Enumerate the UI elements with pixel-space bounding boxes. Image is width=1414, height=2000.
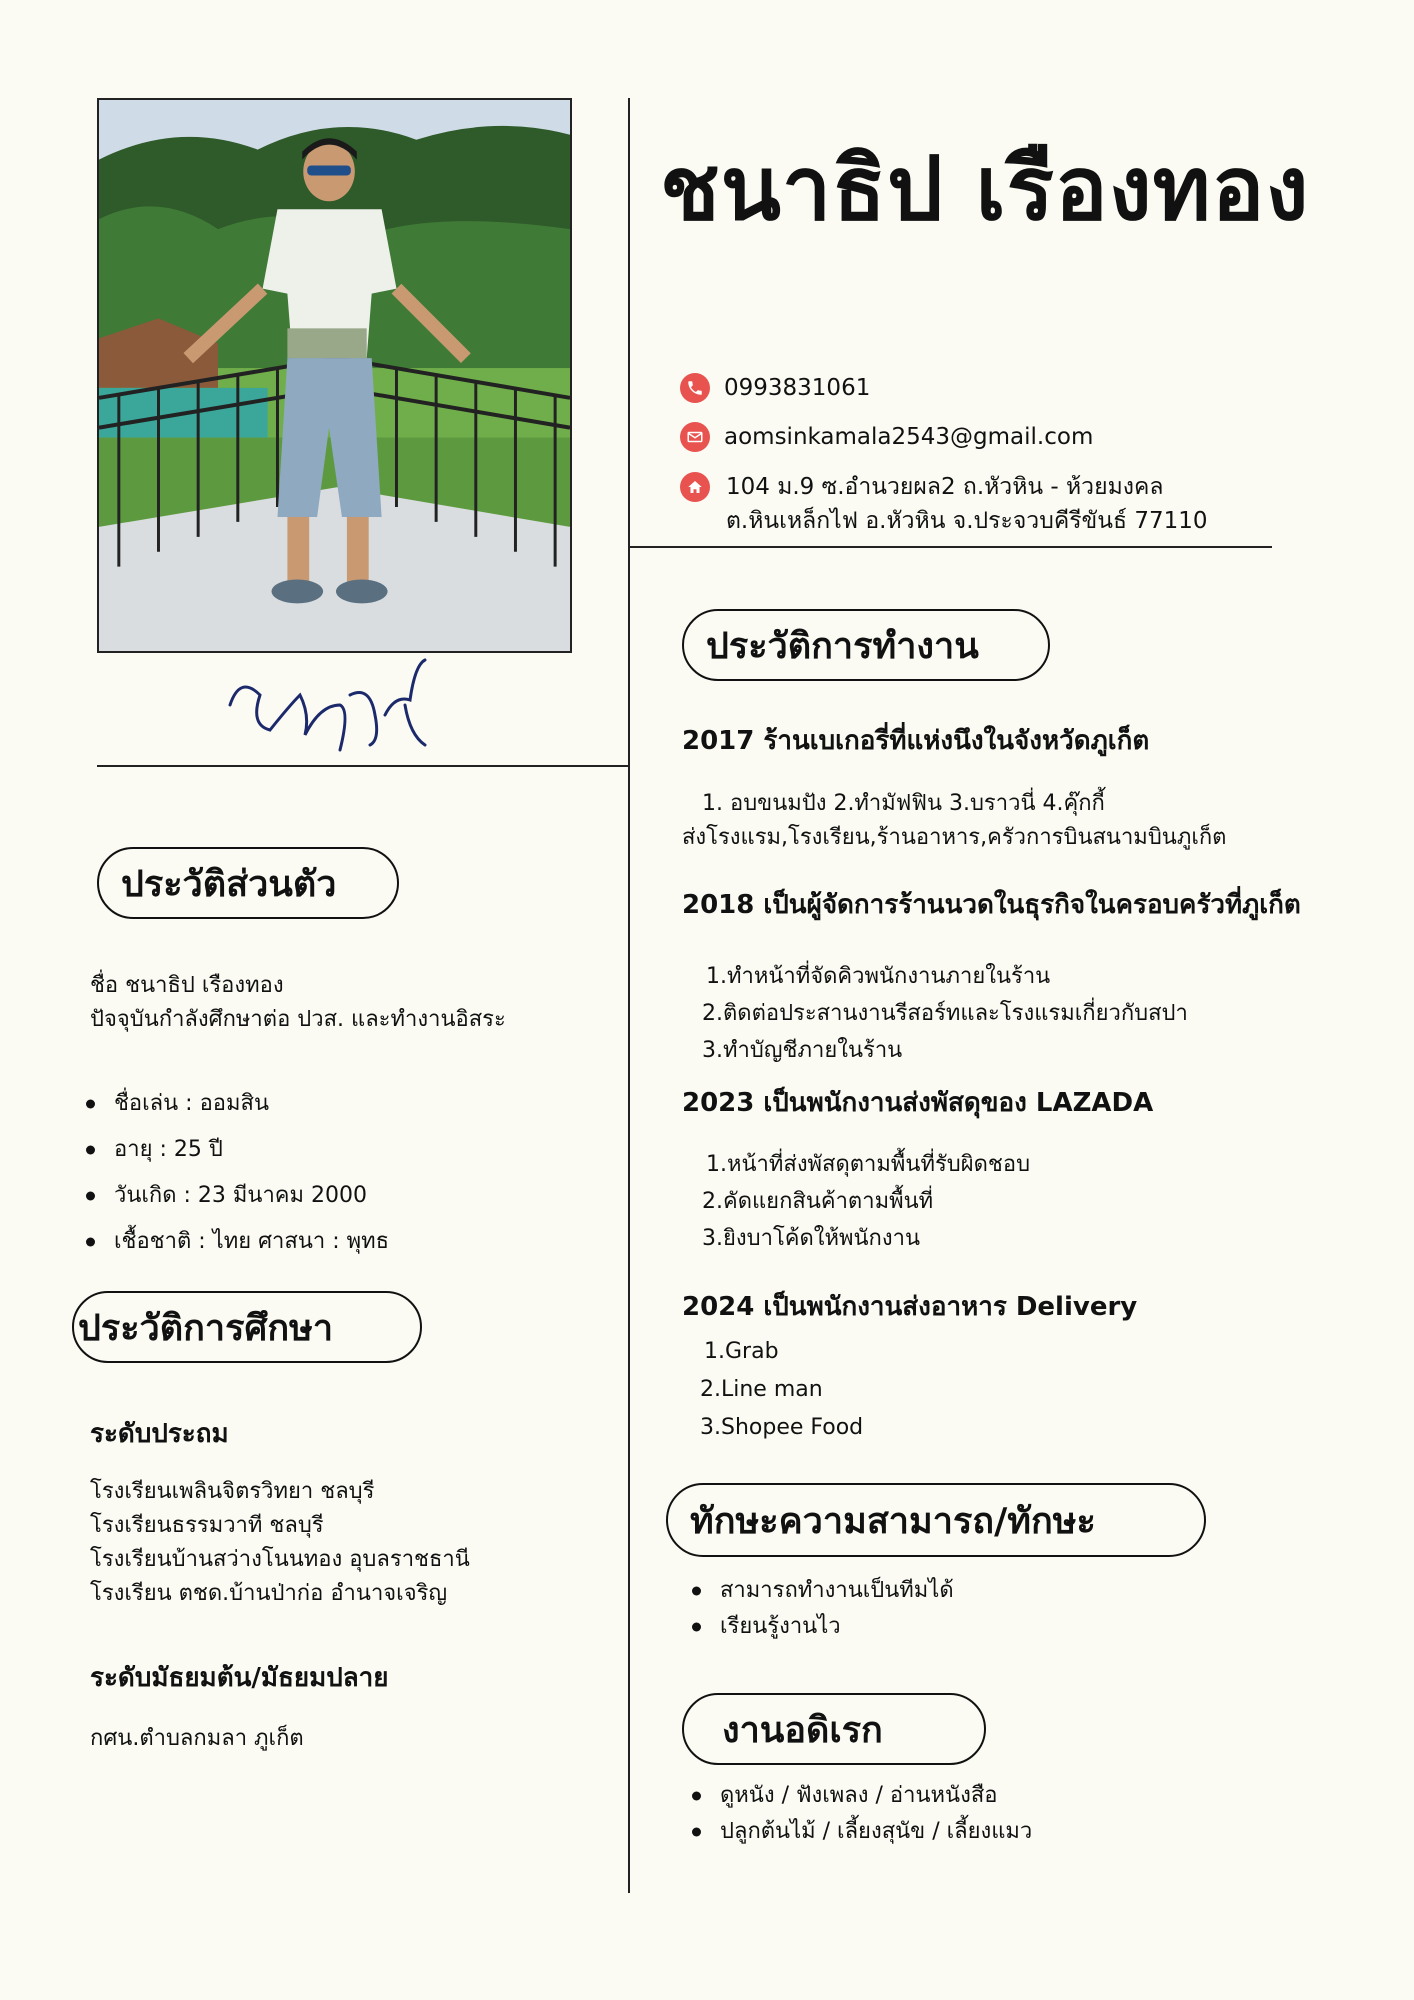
- job-details: [700, 1333, 863, 1447]
- job-title: 2023 เป็นพนักงานส่งพัสดุของ LAZADA: [682, 1088, 1154, 1118]
- signature: [210, 655, 450, 765]
- list-item: ดูหนัง / ฟังเพลง / อ่านหนังสือ: [692, 1778, 1032, 1814]
- contact-phone: [680, 373, 870, 405]
- job-line: 3.ยิงบาโค้ดให้พนักงาน: [702, 1226, 921, 1251]
- job-line: 2.Line man: [700, 1377, 823, 1402]
- job-title: 2017 ร้านเบเกอรี่ที่แห่งนึงในจังหวัดภูเก็ต: [682, 726, 1150, 756]
- education-heading: ประวัติการศึกษา: [72, 1291, 422, 1363]
- email-icon: [680, 422, 710, 452]
- skills-list: [692, 1573, 954, 1645]
- personal-summary: [90, 969, 506, 1037]
- job-line: 3.ทำบัญชีภายในร้าน: [702, 1038, 903, 1063]
- job-details: [702, 958, 1188, 1069]
- contact-address: [680, 472, 1208, 538]
- job-line: 1.Grab: [704, 1339, 779, 1364]
- personal-line-2: ปัจจุบันกำลังศึกษาต่อ ปวส. และทำงานอิสระ: [90, 1007, 506, 1032]
- list-item: โรงเรียนเพลินจิตรวิทยา ชลบุรี: [90, 1479, 375, 1504]
- skills-heading: ทักษะความสามารถ/ทักษะ: [666, 1483, 1206, 1557]
- list-item: อายุ : 25 ปี: [86, 1127, 389, 1173]
- job-line: ส่งโรงแรม,โรงเรียน,ร้านอาหาร,ครัวการบินสนามบินภูเก็ต: [682, 825, 1227, 850]
- list-item: เชื้อชาติ : ไทย ศาสนา : พุทธ: [86, 1219, 389, 1265]
- list-item: เรียนรู้งานไว: [692, 1609, 954, 1645]
- primary-schools: [90, 1475, 470, 1611]
- job-title: 2024 เป็นพนักงานส่งอาหาร Delivery: [682, 1292, 1138, 1322]
- email-address[interactable]: aomsinkamala2543@gmail.com: [724, 424, 1094, 450]
- contact-email: [680, 422, 1093, 454]
- secondary-school: กศน.ตำบลกมลา ภูเก็ต: [90, 1726, 304, 1751]
- job-line: 2.ติดต่อประสานงานรีสอร์ทและโรงแรมเกี่ยวกับสปา: [702, 1001, 1188, 1026]
- primary-level-title: ระดับประถม: [90, 1419, 229, 1449]
- profile-photo: [97, 98, 572, 653]
- job-line: 1. อบขนมปัง 2.ทำมัฟฟิน 3.บราวนี่ 4.คุ๊กกี้: [702, 791, 1105, 816]
- right-divider: [628, 546, 1272, 548]
- left-divider: [97, 765, 628, 767]
- secondary-level-title: ระดับมัธยมต้น/มัธยมปลาย: [90, 1663, 389, 1693]
- job-line: 1.ทำหน้าที่จัดคิวพนักงานภายในร้าน: [706, 964, 1051, 989]
- hobbies-heading: งานอดิเรก: [682, 1693, 986, 1765]
- list-item: โรงเรียนธรรมวาที ชลบุรี: [90, 1513, 324, 1538]
- address-line-2: ต.หินเหล็กไฟ อ.หัวหิน จ.ประจวบคีรีขันธ์ 77110: [726, 508, 1208, 534]
- phone-icon: [680, 373, 710, 403]
- list-item: วันเกิด : 23 มีนาคม 2000: [86, 1173, 389, 1219]
- personal-details: [86, 1081, 389, 1265]
- personal-heading: ประวัติส่วนตัว: [97, 847, 399, 919]
- job-details: [702, 1146, 1030, 1257]
- personal-line-1: ชื่อ ชนาธิป เรืองทอง: [90, 973, 284, 998]
- job-details: [682, 787, 1226, 855]
- vertical-divider: [628, 98, 630, 1893]
- job-title: 2018 เป็นผู้จัดการร้านนวดในธุรกิจในครอบครัวที่ภูเก็ต: [682, 890, 1301, 920]
- list-item: ปลูกต้นไม้ / เลี้ยงสุนัข / เลี้ยงแมว: [692, 1814, 1032, 1850]
- list-item: สามารถทำงานเป็นทีมได้: [692, 1573, 954, 1609]
- work-heading: ประวัติการทำงาน: [682, 609, 1050, 681]
- job-line: 1.หน้าที่ส่งพัสดุตามพื้นที่รับผิดชอบ: [706, 1152, 1031, 1177]
- address-line-1: 104 ม.9 ซ.อำนวยผล2 ถ.หัวหิน - ห้วยมงคล: [726, 474, 1164, 500]
- job-line: 2.คัดแยกสินค้าตามพื้นที่: [702, 1189, 934, 1214]
- list-item: โรงเรียน ตชด.บ้านป่าก่อ อำนาจเจริญ: [90, 1581, 448, 1606]
- full-name: ชนาธิป เรืองทอง: [660, 137, 1310, 240]
- list-item: ชื่อเล่น : ออมสิน: [86, 1081, 389, 1127]
- phone-number[interactable]: 0993831061: [724, 375, 871, 401]
- hobbies-list: [692, 1778, 1032, 1850]
- home-icon: [680, 472, 710, 502]
- list-item: โรงเรียนบ้านสว่างโนนทอง อุบลราชธานี: [90, 1547, 470, 1572]
- job-line: 3.Shopee Food: [700, 1415, 864, 1440]
